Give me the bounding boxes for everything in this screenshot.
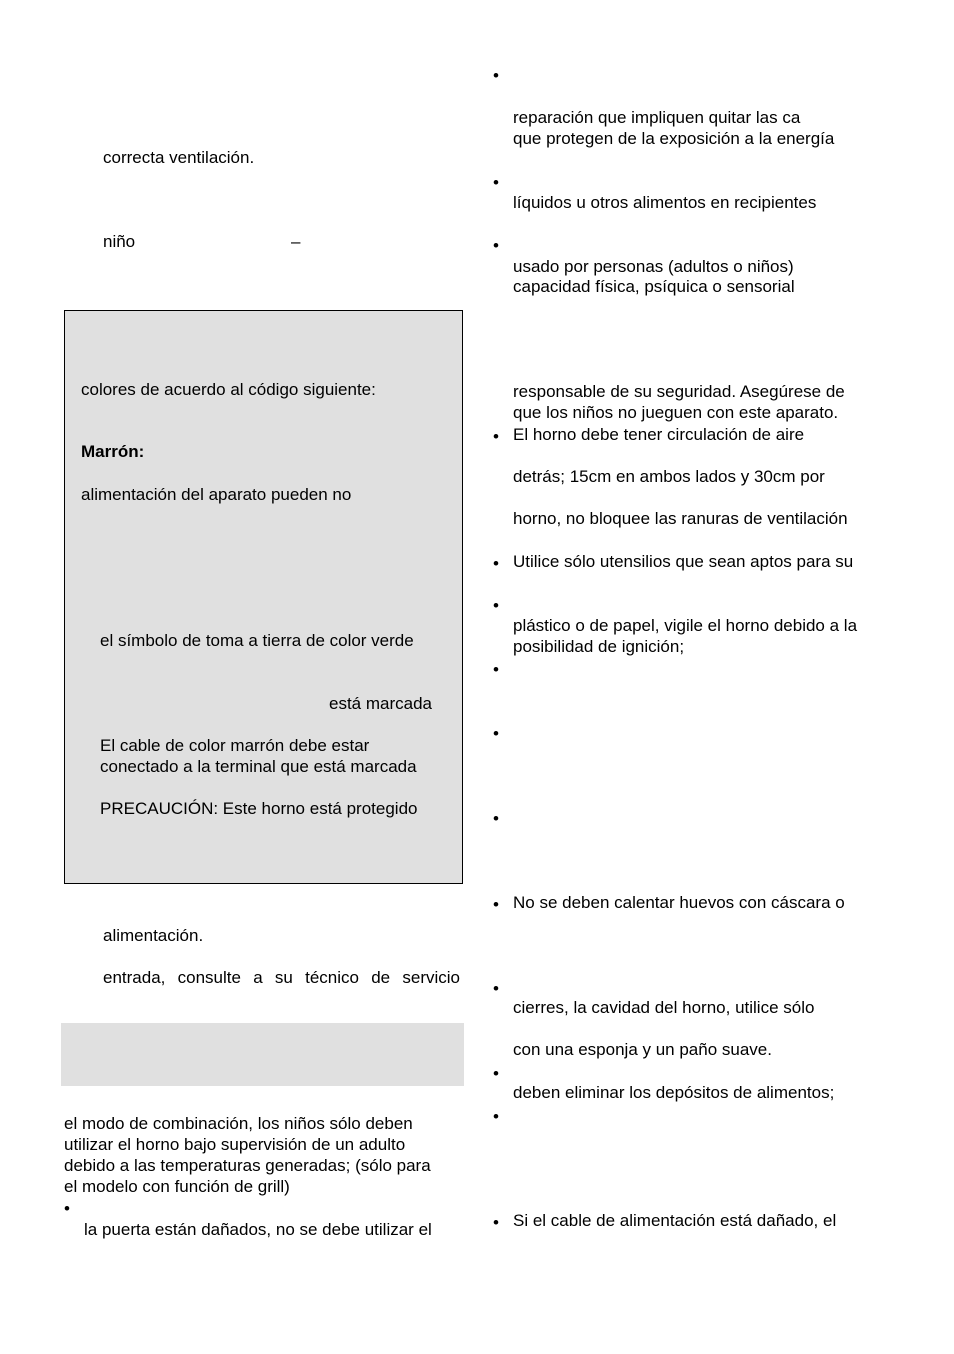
bullet-icon: • <box>493 1064 499 1083</box>
bullet-icon: • <box>493 809 499 828</box>
box-alimentacion-text: alimentación del aparato pueden no <box>81 485 352 504</box>
children-line1: el modo de combinación, los niños sólo deben <box>64 1114 413 1133</box>
reparacion-line2: que protegen de la exposición a la energía <box>513 129 835 148</box>
box-precaucion-text: PRECAUCIÓN: Este horno está protegido <box>100 799 418 818</box>
reparacion-line1: reparación que impliquen quitar las ca <box>513 108 801 127</box>
alimentacion-text: alimentación. <box>103 926 204 945</box>
huevos-text: No se deben calentar huevos con cáscara o <box>513 893 845 912</box>
children-line2: utilizar el horno bajo supervisión de un adulto <box>64 1135 406 1154</box>
children-line3: debido a las temperaturas generadas; (sólo para <box>64 1156 431 1175</box>
depositos-text: deben eliminar los depósitos de alimentos; <box>513 1083 835 1102</box>
esponja-text: con una esponja y un paño suave. <box>513 1040 772 1059</box>
bullet-icon: • <box>493 66 499 85</box>
usado-line1: usado por personas (adultos o niños) <box>513 257 794 276</box>
liquidos-text: líquidos u otros alimentos en recipientes <box>513 193 817 212</box>
box-cable-line2: conectado a la terminal que está marcada <box>100 757 417 776</box>
plastico-text: plástico o de papel, vigile el horno debido a la <box>513 616 858 635</box>
bullet-icon: • <box>493 724 499 743</box>
bullet-icon: • <box>493 596 499 615</box>
bullet-icon: • <box>64 1199 70 1218</box>
cierres-text: cierres, la cavidad del horno, utilice sólo <box>513 998 815 1017</box>
bullet-icon: • <box>493 236 499 255</box>
entrada-text: entrada, consulte a su técnico de servicio <box>103 968 460 987</box>
section-heading-band <box>61 1023 464 1086</box>
usado-line2: capacidad física, psíquica o sensorial <box>513 277 795 296</box>
ventilation-text: correcta ventilación. <box>103 148 255 167</box>
bullet-icon: • <box>493 554 499 573</box>
box-simbolo-text: el símbolo de toma a tierra de color verde <box>100 631 414 650</box>
children-line4: el modelo con función de grill) <box>64 1177 290 1196</box>
cable-text: Si el cable de alimentación está dañado, el <box>513 1211 837 1230</box>
bullet-icon: • <box>493 979 499 998</box>
utensilios-text: Utilice sólo utensilios que sean aptos para su <box>513 552 854 571</box>
bullet-icon: • <box>493 895 499 914</box>
bullet-icon: • <box>493 660 499 679</box>
box-marron-heading: Marrón: <box>81 442 145 461</box>
detras-text: detrás; 15cm en ambos lados y 30cm por <box>513 467 825 486</box>
puerta-text: la puerta están dañados, no se debe utilizar el <box>84 1220 432 1239</box>
nino-text: niño <box>103 232 136 251</box>
circulacion-text: El horno debe tener circulación de aire <box>513 425 805 444</box>
box-colores-text: colores de acuerdo al código siguiente: <box>81 380 376 399</box>
ninos-text: que los niños no jueguen con este aparato. <box>513 403 839 422</box>
ranuras-text: horno, no bloquee las ranuras de ventilación <box>513 509 848 528</box>
responsable-text: responsable de su seguridad. Asegúrese de <box>513 382 845 401</box>
box-cable-line1: El cable de color marrón debe estar <box>100 736 370 755</box>
ignicion-text: posibilidad de ignición; <box>513 637 685 656</box>
dash-text: – <box>291 232 301 251</box>
bullet-icon: • <box>493 173 499 192</box>
bullet-icon: • <box>493 1107 499 1126</box>
box-marcada-text: está marcada <box>329 694 432 713</box>
bullet-icon: • <box>493 427 499 446</box>
bullet-icon: • <box>493 1213 499 1232</box>
